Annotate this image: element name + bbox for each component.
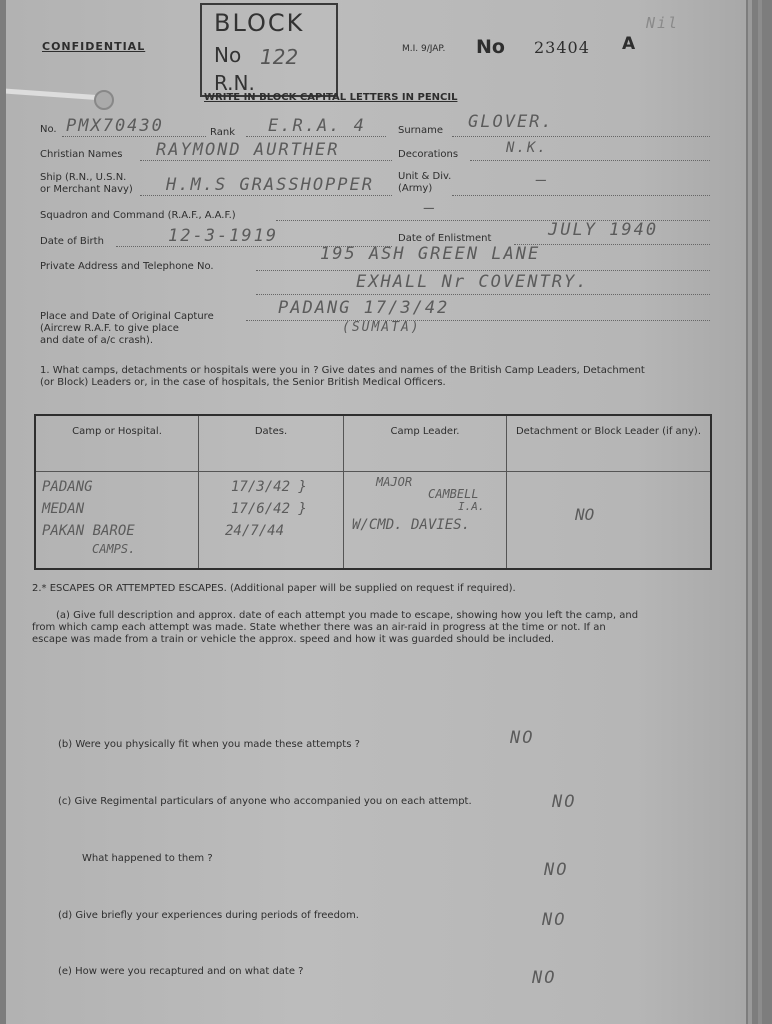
squadron-label: Squadron and Command (R.A.F., A.A.F.)	[40, 210, 236, 221]
page-edge-1	[748, 0, 752, 1024]
q2c-answer: NO	[552, 792, 577, 812]
tag-string	[6, 88, 108, 101]
table-row	[35, 472, 711, 570]
date-2: 17/6/42 }	[231, 501, 307, 517]
unit-value: —	[536, 170, 549, 190]
dob-label: Date of Birth	[40, 236, 104, 247]
confidential-label: CONFIDENTIAL	[42, 40, 146, 53]
unit-label-1: Unit & Div.	[398, 171, 452, 182]
dob-value: 12-3-1919	[168, 226, 279, 246]
unit-label-2: (Army)	[398, 183, 433, 194]
address-line1: 195 ASH GREEN LANE	[320, 244, 541, 264]
q2d-answer: NO	[542, 910, 567, 930]
table-header-row	[35, 415, 711, 472]
col-leader: Camp Leader.	[344, 415, 507, 472]
punch-hole	[94, 90, 114, 110]
instruction-text: WRITE IN BLOCK CAPITAL LETTERS IN PENCIL	[204, 92, 458, 103]
number-label: No	[476, 36, 505, 58]
q2-heading: 2.* ESCAPES OR ATTEMPTED ESCAPES. (Additional paper will be supplied on request if required).	[32, 583, 516, 594]
stamp-line2-hand: 122	[260, 45, 299, 69]
q2a-text-3: escape was made from a train or vehicle the approx. speed and how it was guarded should be included.	[32, 634, 555, 645]
col-detachment: Detachment or Block Leader (if any).	[507, 415, 712, 472]
camp-cell	[35, 472, 199, 570]
form-page	[6, 0, 746, 1024]
q2a-text-2: from which camp each attempt was made. State whether there was an air-raid in progress at the time or not. If an	[32, 622, 606, 633]
enlistment-label: Date of Enlistment	[398, 233, 492, 244]
block-stamp	[200, 3, 338, 97]
ship-label-1: Ship (R.N., U.S.N.	[40, 172, 127, 183]
rank-label: Rank	[210, 127, 235, 138]
service-number: PMX70430	[66, 116, 164, 136]
capture-label-2: (Aircrew R.A.F. to give place	[40, 323, 179, 334]
detachment-value: NO	[575, 505, 595, 524]
col-dates: Dates.	[199, 415, 344, 472]
camp-3: PAKAN BAROE	[42, 523, 135, 539]
camps-table	[34, 414, 712, 570]
detachment-cell	[507, 472, 712, 570]
q2d-text: (d) Give briefly your experiences during periods of freedom.	[58, 910, 359, 921]
stamp-line3: R.N.	[214, 71, 255, 95]
date-1: 17/3/42 }	[231, 479, 307, 495]
q2e-answer: NO	[532, 968, 557, 988]
no-label: No.	[40, 124, 57, 135]
squadron-value: —	[424, 198, 437, 218]
date-3: 24/7/44	[225, 523, 285, 539]
form-number: 23404	[534, 38, 590, 57]
stamp-line2: No	[214, 43, 242, 67]
leader-2: CAMBELL	[428, 487, 479, 501]
ship-value: H.M.S GRASSHOPPER	[166, 175, 374, 195]
address-label: Private Address and Telephone No.	[40, 261, 214, 272]
page-edge-2	[758, 0, 762, 1024]
surname-value: GLOVER.	[468, 112, 554, 132]
corner-note: Nil	[646, 14, 680, 32]
ship-label-2: or Merchant Navy)	[40, 184, 133, 195]
rank-value: E.R.A. 4	[268, 116, 366, 136]
capture-value-2: (SUMATA)	[342, 320, 421, 335]
leader-3: I.A.	[458, 500, 485, 513]
col-camp: Camp or Hospital.	[35, 415, 199, 472]
q1-text-1: 1. What camps, detachments or hospitals were you in ? Give dates and names of the British Camp Leaders, Detachment	[40, 365, 645, 376]
camp-3b: CAMPS.	[92, 542, 136, 556]
form-ref: M.I. 9/JAP.	[402, 44, 446, 54]
what-happened-answer: NO	[544, 860, 569, 880]
what-happened-text: What happened to them ?	[82, 853, 213, 864]
decorations-value: N.K.	[506, 140, 548, 156]
christian-names-value: RAYMOND AURTHER	[156, 140, 340, 160]
q2b-text: (b) Were you physically fit when you made these attempts ?	[58, 739, 360, 750]
camp-1: PADANG	[42, 479, 93, 495]
capture-value: PADANG 17/3/42	[278, 298, 450, 318]
decorations-label: Decorations	[398, 149, 459, 160]
q1-text-2: (or Block) Leaders or, in the case of hospitals, the Senior British Medical Officers.	[40, 377, 446, 388]
q2e-text: (e) How were you recaptured and on what date ?	[58, 966, 304, 977]
leader-4: W/CMD. DAVIES.	[352, 517, 471, 533]
q2c-text: (c) Give Regimental particulars of anyone who accompanied you on each attempt.	[58, 796, 472, 807]
dates-cell	[199, 472, 344, 570]
leader-1: MAJOR	[376, 475, 413, 489]
leader-cell	[344, 472, 507, 570]
address-line2: EXHALL Nr COVENTRY.	[356, 272, 589, 292]
q2a-text-1: (a) Give full description and approx. date of each attempt you made to escape, showing how you left the camp, and	[56, 610, 639, 621]
camp-2: MEDAN	[42, 501, 85, 517]
form-letter: A	[622, 34, 636, 54]
capture-label-1: Place and Date of Original Capture	[40, 311, 214, 322]
enlistment-value: JULY 1940	[548, 220, 659, 240]
christian-names-label: Christian Names	[40, 149, 123, 160]
capture-label-3: and date of a/c crash).	[40, 335, 154, 346]
surname-label: Surname	[398, 125, 443, 136]
stamp-line1: BLOCK	[214, 9, 305, 37]
q2b-answer: NO	[510, 728, 535, 748]
